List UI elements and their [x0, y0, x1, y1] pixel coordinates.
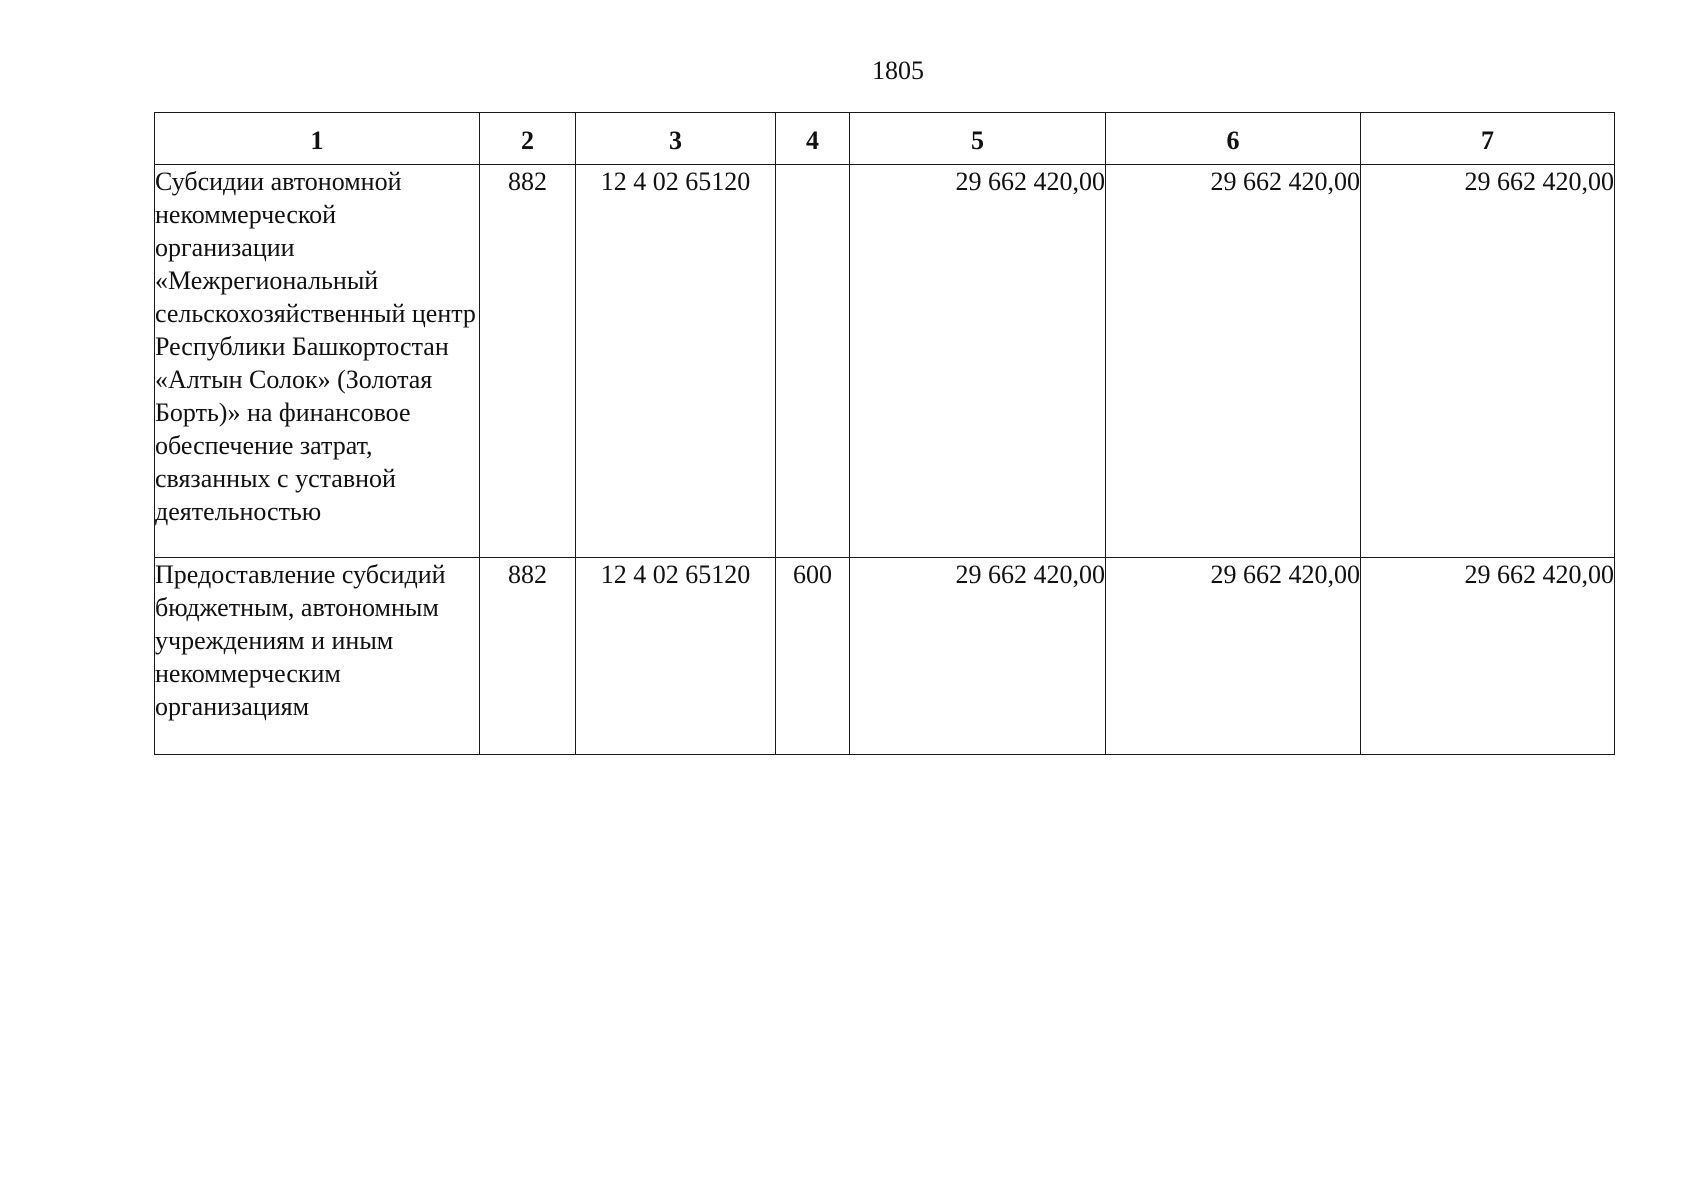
row-col2-cell: 882 [480, 165, 576, 558]
header-col-6: 6 [1106, 113, 1361, 165]
row-name-cell: Субсидии автономной некоммерческой организации «Межрегиональный сельскохозяйственный центр Республики Башкортостан «Алтын Солок» (Золотая Борть)» на финансовое обеспечение затрат, связанных с уставной деятельностью [155, 165, 480, 558]
row-col7-cell: 29 662 420,00 [1361, 558, 1615, 755]
budget-table [154, 112, 1615, 755]
row-name-cell: Предоставление субсидий бюджетным, автономным учреждениям и иным некоммерческим организациям [155, 558, 480, 755]
row-col3-cell: 12 4 02 65120 [576, 165, 776, 558]
header-col-7: 7 [1361, 113, 1615, 165]
row-col5-cell: 29 662 420,00 [850, 558, 1106, 755]
table-header-row [155, 113, 1615, 165]
row-col4-cell [776, 165, 850, 558]
table-row [155, 558, 1615, 755]
row-col4-cell: 600 [776, 558, 850, 755]
header-col-2: 2 [480, 113, 576, 165]
header-col-3: 3 [576, 113, 776, 165]
table-row [155, 165, 1615, 558]
header-col-1: 1 [155, 113, 480, 165]
header-col-4: 4 [776, 113, 850, 165]
row-col2-cell: 882 [480, 558, 576, 755]
header-col-5: 5 [850, 113, 1106, 165]
row-col6-cell: 29 662 420,00 [1106, 165, 1361, 558]
row-col6-cell: 29 662 420,00 [1106, 558, 1361, 755]
row-col3-cell: 12 4 02 65120 [576, 558, 776, 755]
row-col5-cell: 29 662 420,00 [850, 165, 1106, 558]
page-number: 1805 [872, 56, 924, 85]
row-col7-cell: 29 662 420,00 [1361, 165, 1615, 558]
